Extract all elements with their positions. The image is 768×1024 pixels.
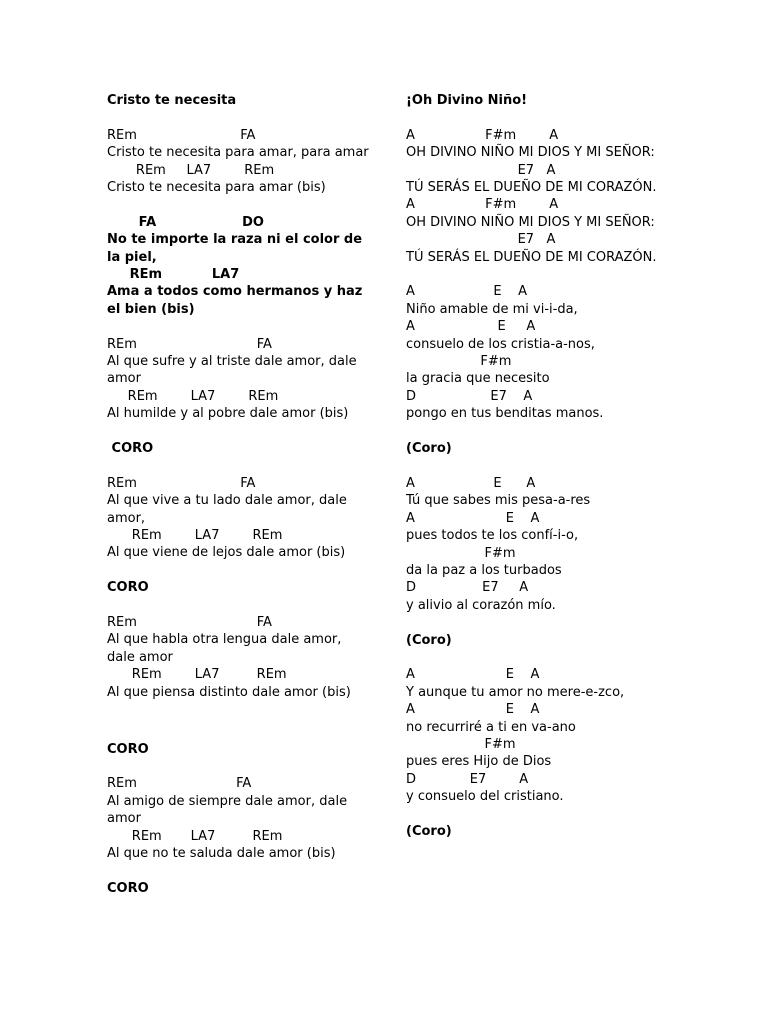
lyric-line: Al que sufre y al triste dale amor, dale amor bbox=[107, 354, 361, 387]
right-song-column bbox=[406, 92, 678, 840]
chord-line: D E7 A bbox=[406, 771, 529, 787]
lyric-line: pongo en tus benditas manos. bbox=[406, 406, 604, 422]
chorus-marker: CORO bbox=[107, 880, 149, 896]
spacer bbox=[107, 758, 369, 775]
chord-line: A E A bbox=[406, 284, 528, 300]
spacer bbox=[406, 806, 678, 823]
spacer bbox=[107, 597, 369, 614]
lyric-line: y consuelo del cristiano. bbox=[406, 789, 564, 805]
spacer bbox=[406, 423, 678, 440]
lyric-line: Al que no te saluda dale amor (bis) bbox=[107, 845, 336, 861]
left-song-column bbox=[107, 92, 369, 897]
chord-line: REm LA7 REm bbox=[107, 528, 283, 544]
chord-line: A E A bbox=[406, 510, 540, 526]
spacer bbox=[107, 457, 369, 474]
lyric-line: da la paz a los turbados bbox=[406, 562, 562, 578]
spacer bbox=[107, 701, 369, 723]
lyric-line: Al que vive a tu lado dale amor, dale amor, bbox=[107, 493, 351, 526]
spacer bbox=[107, 318, 369, 335]
spacer bbox=[406, 457, 678, 474]
spacer bbox=[107, 562, 369, 579]
chord-line: A E A bbox=[406, 667, 540, 683]
chord-line: A E A bbox=[406, 475, 536, 491]
chord-line: F#m bbox=[406, 736, 516, 752]
lyric-line: No te importe la raza ni el color de la piel, bbox=[107, 232, 367, 265]
chord-line: D E7 A bbox=[406, 580, 529, 596]
chord-line: A F#m A bbox=[406, 197, 559, 213]
chord-line: REm FA bbox=[107, 475, 256, 491]
chord-line: F#m bbox=[406, 545, 516, 561]
chord-line: REm LA7 REm bbox=[107, 828, 283, 844]
chord-line: A E A bbox=[406, 702, 540, 718]
chord-line: REm LA7 REm bbox=[107, 388, 279, 404]
chorus-marker: CORO bbox=[107, 441, 154, 457]
spacer bbox=[107, 423, 369, 440]
lyric-line: OH DIVINO NIÑO MI DIOS Y MI SEÑOR: bbox=[406, 145, 655, 161]
chorus-marker: CORO bbox=[107, 741, 149, 757]
chord-line: FA DO bbox=[107, 214, 264, 230]
lyric-line: no recurriré a ti en va-ano bbox=[406, 719, 576, 735]
right-song-title: ¡Oh Divino Niño! bbox=[406, 93, 528, 108]
lyric-line: Y aunque tu amor no mere-e-zco, bbox=[406, 684, 625, 700]
lyric-line: Niño amable de mi vi-i-da, bbox=[406, 301, 578, 317]
lyric-line: pues eres Hijo de Dios bbox=[406, 754, 552, 770]
right-song-lines bbox=[406, 109, 678, 840]
lyric-line: OH DIVINO NIÑO MI DIOS Y MI SEÑOR: bbox=[406, 214, 655, 230]
spacer bbox=[107, 196, 369, 213]
lyric-line: pues todos te los confí-i-o, bbox=[406, 528, 579, 544]
spacer bbox=[107, 862, 369, 879]
chord-line: E7 A bbox=[406, 162, 556, 178]
chorus-marker: (Coro) bbox=[406, 632, 452, 648]
chord-line: REm FA bbox=[107, 776, 252, 792]
lyric-line: Al amigo de siempre dale amor, dale amor bbox=[107, 793, 352, 827]
lyric-line: TÚ SERÁS EL DUEÑO DE MI CORAZÓN. bbox=[406, 180, 657, 196]
spacer bbox=[406, 109, 678, 126]
lyric-line: Al que viene de lejos dale amor (bis) bbox=[107, 545, 346, 561]
lyric-line: Al humilde y al pobre dale amor (bis) bbox=[107, 406, 349, 422]
spacer bbox=[406, 649, 678, 666]
spacer bbox=[406, 614, 678, 631]
chorus-marker: CORO bbox=[107, 580, 149, 596]
chord-line: REm FA bbox=[107, 336, 272, 352]
chord-line: REm FA bbox=[107, 615, 272, 631]
chord-line: F#m bbox=[406, 354, 512, 370]
chord-line: A E A bbox=[406, 319, 536, 335]
chord-line: REm LA7 REm bbox=[107, 162, 275, 178]
lyric-line: Cristo te necesita para amar (bis) bbox=[107, 180, 326, 196]
lyric-line: Al que habla otra lengua dale amor, dale amor bbox=[107, 632, 346, 665]
chord-line: REm FA bbox=[107, 127, 256, 143]
lyric-line: TÚ SERÁS EL DUEÑO DE MI CORAZÓN. bbox=[406, 249, 657, 265]
lyric-line: Ama a todos como hermanos y haz el bien (bis) bbox=[107, 284, 367, 317]
lyric-line: Tú que sabes mis pesa-a-res bbox=[406, 493, 591, 509]
chorus-marker: (Coro) bbox=[406, 823, 452, 839]
spacer bbox=[406, 266, 678, 283]
lyric-line: y alivio al corazón mío. bbox=[406, 597, 556, 613]
spacer bbox=[107, 723, 369, 740]
chord-line: REm LA7 REm bbox=[107, 667, 287, 683]
lyric-line: Cristo te necesita para amar, para amar bbox=[107, 145, 369, 161]
chord-line: A F#m A bbox=[406, 127, 559, 143]
lyric-line: consuelo de los cristia-a-nos, bbox=[406, 336, 595, 352]
left-song-title: Cristo te necesita bbox=[107, 93, 237, 108]
left-song-lines bbox=[107, 127, 369, 897]
lyric-line: Al que piensa distinto dale amor (bis) bbox=[107, 684, 351, 700]
lyric-line: la gracia que necesito bbox=[406, 371, 550, 387]
chord-line: E7 A bbox=[406, 232, 556, 248]
chorus-marker: (Coro) bbox=[406, 441, 452, 457]
chord-line: D E7 A bbox=[406, 388, 533, 404]
chord-line: REm LA7 bbox=[107, 267, 240, 283]
spacer bbox=[107, 109, 369, 126]
